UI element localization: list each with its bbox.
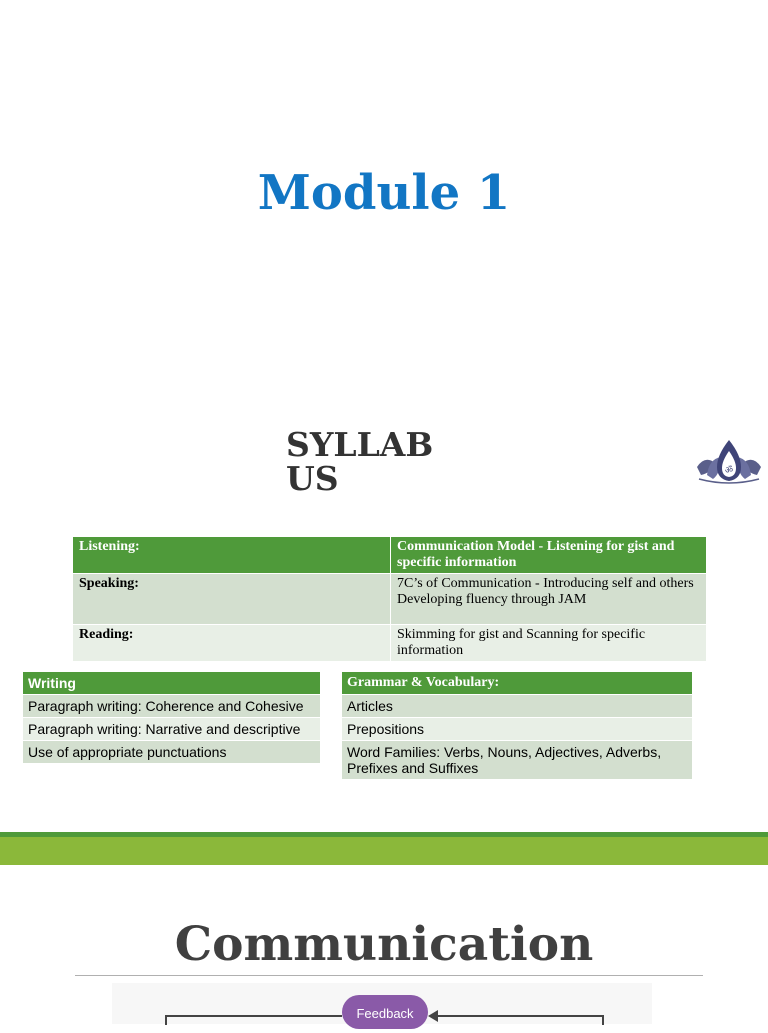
section-divider-band-light — [0, 837, 768, 865]
title-underline — [75, 975, 703, 976]
reading-label: Reading: — [73, 625, 391, 662]
writing-header: Writing — [23, 672, 321, 695]
table-row — [342, 741, 693, 780]
grammar-header: Grammar & Vocabulary: — [342, 672, 693, 695]
table-row — [342, 695, 693, 718]
speaking-label: Speaking: — [73, 574, 391, 625]
reading-content: Skimming for gist and Scanning for specific information — [391, 625, 707, 662]
feedback-line-left — [165, 1015, 342, 1017]
speaking-line-1: 7C’s of Communication - Introducing self and others — [397, 576, 694, 591]
listening-content: Communication Model - Listening for gist and specific information — [391, 537, 707, 574]
speaking-content — [391, 574, 707, 625]
grammar-item: Articles — [342, 695, 693, 718]
table-row — [342, 672, 693, 695]
table-row — [342, 718, 693, 741]
grammar-item: Prepositions — [342, 718, 693, 741]
grammar-table — [341, 671, 693, 780]
table-row — [23, 718, 321, 741]
syllabus-main-table — [72, 536, 707, 662]
table-row — [73, 574, 707, 625]
table-row — [23, 695, 321, 718]
writing-item: Paragraph writing: Coherence and Cohesive — [23, 695, 321, 718]
listening-label: Listening: — [73, 537, 391, 574]
speaking-line-2: Developing fluency through JAM — [397, 592, 587, 607]
table-row — [73, 537, 707, 574]
syllabus-title: SYLLAB US — [286, 425, 434, 498]
writing-item: Paragraph writing: Narrative and descriptive — [23, 718, 321, 741]
table-row — [73, 625, 707, 662]
feedback-line-right — [436, 1015, 604, 1017]
table-row — [23, 672, 321, 695]
table-row — [23, 741, 321, 764]
arrow-left-icon — [428, 1010, 438, 1022]
module-title: Module 1 — [257, 165, 511, 221]
writing-item: Use of appropriate punctuations — [23, 741, 321, 764]
feedback-node: Feedback — [342, 995, 428, 1029]
communication-title: Communication — [174, 917, 594, 972]
svg-text:ॐ: ॐ — [724, 466, 734, 476]
lotus-logo-icon — [695, 437, 763, 485]
writing-table — [22, 671, 321, 764]
grammar-item: Word Families: Verbs, Nouns, Adjectives, Adverbs, Prefixes and Suffixes — [342, 741, 693, 780]
